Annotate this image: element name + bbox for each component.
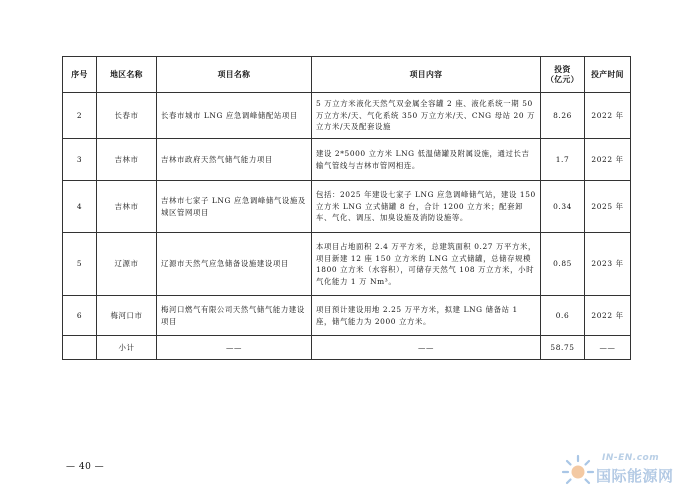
header-region: 地区名称 [97,57,157,93]
header-investment: 投资 （亿元） [541,57,585,93]
subtotal-name: —— [157,336,312,360]
subtotal-year: —— [585,336,631,360]
table-row [63,296,631,336]
header-no: 序号 [63,57,97,93]
watermark-logo [560,452,690,492]
cell-year: 2022 年 [585,93,631,139]
cell-region: 长春市 [97,93,157,139]
cell-year: 2022 年 [585,296,631,336]
cell-investment: 8.26 [541,93,585,139]
cell-year: 2025 年 [585,181,631,233]
cell-project-content: 5 万立方米液化天然气双金属全容罐 2 座、液化系统一期 50 万立方米/天、气化系统 350 万立方米/天、CNG 母站 20 万立方米/天及配套设施 [312,93,541,139]
cell-investment: 1.7 [541,139,585,181]
cell-project-name: 吉林市政府天然气储气能力项目 [157,139,312,181]
cell-region: 梅河口市 [97,296,157,336]
cell-year: 2023 年 [585,233,631,296]
sun-icon [560,452,596,488]
cell-project-content: 包括：2025 年建设七家子 LNG 应急调峰储气站，建设 150 立方米 LNG 立式储罐 8 台，合计 1200 立方米；配套卸车、气化、调压、加臭设施及消防设施等。 [312,181,541,233]
logo-cn-text: 国际能源网 [596,467,674,485]
cell-no: 6 [63,296,97,336]
table-row [63,93,631,139]
cell-investment: 0.6 [541,296,585,336]
subtotal-label: 小计 [97,336,157,360]
cell-project-name: 辽源市天然气应急储备设施建设项目 [157,233,312,296]
cell-project-content: 项目预计建设用地 2.25 万平方米，拟建 LNG 储备站 1 座，储气能力为 2000 立方米。 [312,296,541,336]
cell-year: 2022 年 [585,139,631,181]
cell-region: 吉林市 [97,181,157,233]
table-row [63,181,631,233]
cell-no: 3 [63,139,97,181]
table-row [63,139,631,181]
cell-no: 4 [63,181,97,233]
page-number: — 40 — [66,462,105,472]
project-table [62,56,631,360]
table-header-row [63,57,631,93]
subtotal-content: —— [312,336,541,360]
cell-no: 2 [63,93,97,139]
header-project-name: 项目名称 [157,57,312,93]
cell-investment: 0.85 [541,233,585,296]
subtotal-row [63,336,631,360]
cell-region: 辽源市 [97,233,157,296]
cell-region: 吉林市 [97,139,157,181]
header-year: 投产时间 [585,57,631,93]
cell-investment: 0.34 [541,181,585,233]
cell-project-name: 长春市城市 LNG 应急调峰储配站项目 [157,93,312,139]
cell-project-content: 本项目占地面积 2.4 万平方米，总建筑面积 0.27 万平方米，项目新建 12 座 150 立方米的 LNG 立式储罐，总储存规模 1800 立方米（水容积），可储存天然气 108 万立方米，小时气化能力 1 万 Nm³。 [312,233,541,296]
cell-project-name: 吉林市七家子 LNG 应急调峰储气设施及城区管网项目 [157,181,312,233]
cell-project-content: 建设 2*5000 立方米 LNG 低温储罐及附属设施，通过长吉输气管线与吉林市管网相连。 [312,139,541,181]
header-project-content: 项目内容 [312,57,541,93]
cell-no-empty [63,336,97,360]
subtotal-investment: 58.75 [541,336,585,360]
cell-project-name: 梅河口燃气有限公司天然气储气能力建设项目 [157,296,312,336]
cell-no: 5 [63,233,97,296]
table-row [63,233,631,296]
logo-en-text: IN-EN.com [602,453,660,463]
